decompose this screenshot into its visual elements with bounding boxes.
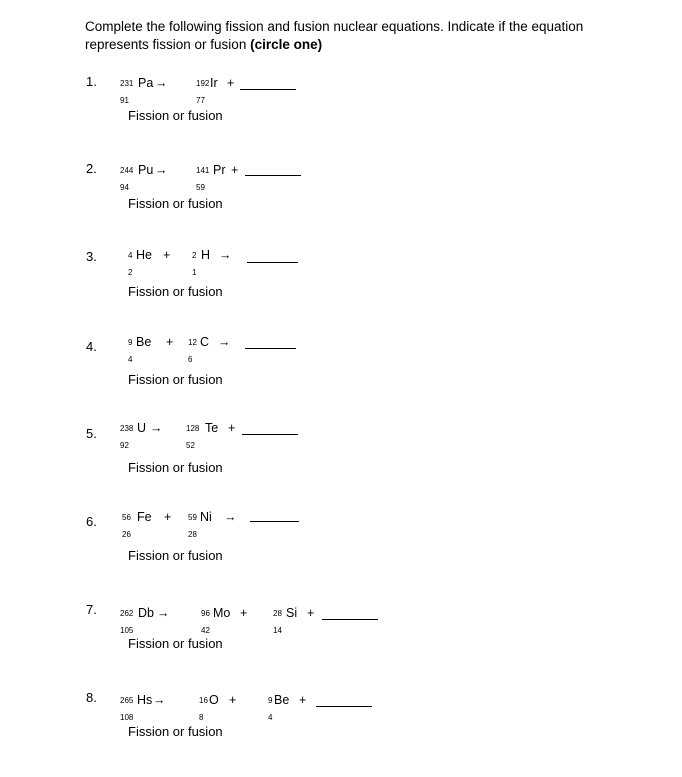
question-number: 3. bbox=[86, 249, 97, 264]
plus-sign: + bbox=[227, 76, 235, 90]
nuclide-8b: 16 8 O bbox=[199, 693, 219, 722]
fission-fusion-choice[interactable]: Fission or fusion bbox=[128, 372, 223, 387]
nuclide-7b: 96 42 Mo bbox=[201, 606, 231, 635]
question-number: 7. bbox=[86, 602, 97, 617]
answer-blank[interactable] bbox=[245, 348, 296, 349]
answer-blank[interactable] bbox=[245, 175, 301, 176]
nuclide-3b: 2 1 H bbox=[192, 248, 211, 277]
fission-fusion-choice[interactable]: Fission or fusion bbox=[128, 460, 223, 475]
arrow-icon: → bbox=[153, 693, 166, 707]
answer-blank[interactable] bbox=[250, 521, 299, 522]
plus-sign: + bbox=[163, 248, 171, 262]
plus-sign: + bbox=[229, 693, 237, 707]
arrow-icon: → bbox=[155, 76, 168, 90]
nuclide-8a: 265 108 Hs bbox=[120, 693, 153, 722]
nuclide-4b: 12 6 C bbox=[188, 335, 210, 364]
plus-sign: + bbox=[240, 606, 248, 620]
question-number: 5. bbox=[86, 426, 97, 441]
nuclide-7a: 262 105 Db bbox=[120, 606, 154, 635]
nuclide-4a: 9 4 Be bbox=[128, 335, 152, 364]
nuclide-1a: 231 91 Pa bbox=[120, 76, 154, 105]
answer-blank[interactable] bbox=[240, 89, 296, 90]
fission-fusion-choice[interactable]: Fission or fusion bbox=[128, 108, 223, 123]
nuclide-6a: 56 26 Fe bbox=[122, 510, 152, 539]
question-number: 2. bbox=[86, 161, 97, 176]
plus-sign: + bbox=[299, 693, 307, 707]
answer-blank[interactable] bbox=[247, 262, 298, 263]
fission-fusion-choice[interactable]: Fission or fusion bbox=[128, 548, 223, 563]
instructions-text: Complete the following fission and fusion nuclear equations. Indicate if the equation represents fission or fusion bbox=[85, 19, 584, 52]
nuclide-3a: 4 2 He bbox=[128, 248, 152, 277]
fission-fusion-choice[interactable]: Fission or fusion bbox=[128, 636, 223, 651]
arrow-icon: → bbox=[155, 163, 168, 177]
plus-sign: + bbox=[228, 421, 236, 435]
question-number: 8. bbox=[86, 690, 97, 705]
instructions bbox=[85, 18, 625, 54]
nuclide-6b: 59 28 Ni bbox=[188, 510, 212, 539]
instructions-bold: (circle one) bbox=[250, 37, 323, 52]
plus-sign: + bbox=[166, 335, 174, 349]
nuclide-2a: 244 94 Pu bbox=[120, 163, 154, 192]
nuclide-7c: 28 14 Si bbox=[273, 606, 298, 635]
nuclide-5b: 128 52 Te bbox=[186, 421, 219, 450]
answer-blank[interactable] bbox=[242, 434, 298, 435]
arrow-icon: → bbox=[218, 335, 231, 349]
nuclide-5a: 238 92 U bbox=[120, 421, 147, 450]
plus-sign: + bbox=[307, 606, 315, 620]
arrow-icon: → bbox=[150, 421, 163, 435]
question-number: 1. bbox=[86, 74, 97, 89]
arrow-icon: → bbox=[224, 510, 237, 524]
answer-blank[interactable] bbox=[322, 619, 378, 620]
fission-fusion-choice[interactable]: Fission or fusion bbox=[128, 724, 223, 739]
fission-fusion-choice[interactable]: Fission or fusion bbox=[128, 284, 223, 299]
question-number: 6. bbox=[86, 514, 97, 529]
nuclide-8c: 9 4 Be bbox=[268, 693, 290, 722]
plus-sign: + bbox=[164, 510, 172, 524]
fission-fusion-choice[interactable]: Fission or fusion bbox=[128, 196, 223, 211]
arrow-icon: → bbox=[157, 606, 170, 620]
plus-sign: + bbox=[231, 163, 239, 177]
answer-blank[interactable] bbox=[316, 706, 372, 707]
nuclide-1b: 192 77 Ir bbox=[196, 76, 218, 105]
arrow-icon: → bbox=[219, 248, 232, 262]
nuclide-2b: 141 59 Pr bbox=[196, 163, 226, 192]
question-number: 4. bbox=[86, 339, 97, 354]
